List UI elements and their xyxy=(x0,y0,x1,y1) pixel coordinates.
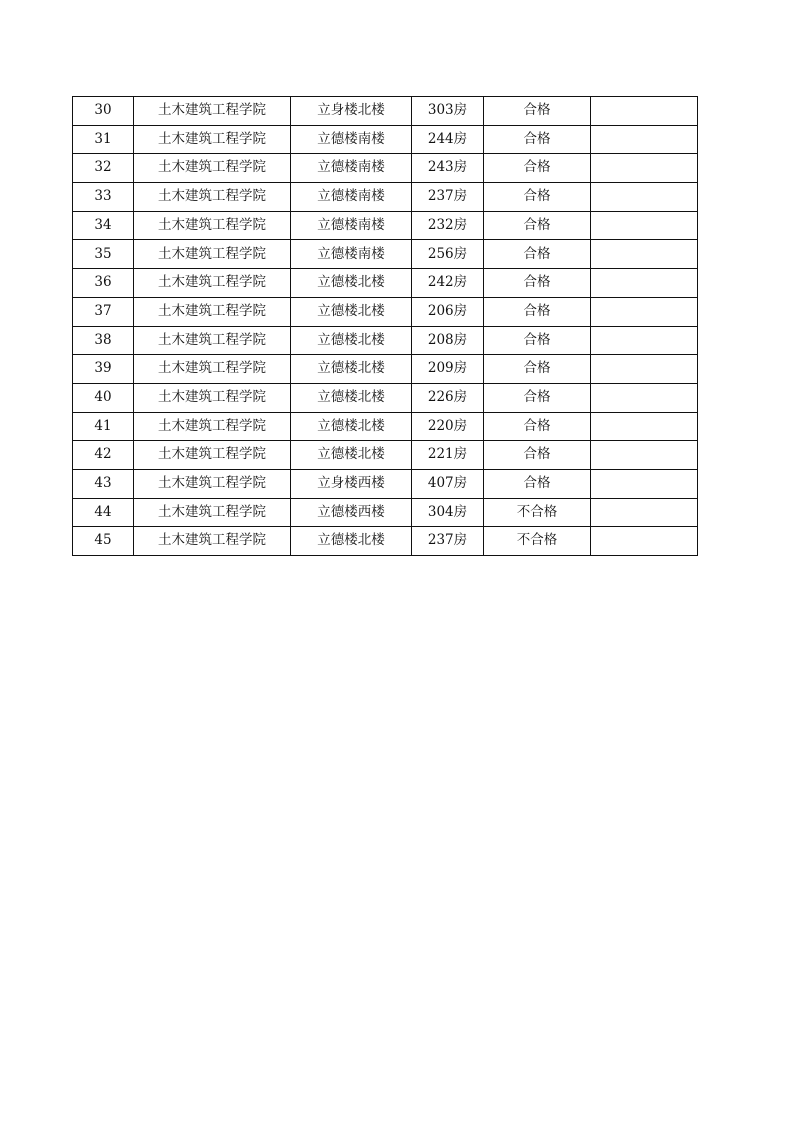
room-cell: 232房 xyxy=(412,211,484,240)
room-cell: 407房 xyxy=(412,469,484,498)
college-cell: 土木建筑工程学院 xyxy=(134,441,291,470)
building-cell: 立德楼北楼 xyxy=(291,527,412,556)
college-cell: 土木建筑工程学院 xyxy=(134,269,291,298)
row-number-cell: 43 xyxy=(73,469,134,498)
table-row xyxy=(73,527,698,556)
table-row xyxy=(73,498,698,527)
row-number-cell: 37 xyxy=(73,297,134,326)
room-cell: 206房 xyxy=(412,297,484,326)
building-cell: 立德楼南楼 xyxy=(291,211,412,240)
room-cell: 244房 xyxy=(412,125,484,154)
row-number-cell: 45 xyxy=(73,527,134,556)
college-cell: 土木建筑工程学院 xyxy=(134,183,291,212)
building-cell: 立德楼南楼 xyxy=(291,240,412,269)
building-cell: 立德楼西楼 xyxy=(291,498,412,527)
row-number-cell: 34 xyxy=(73,211,134,240)
college-cell: 土木建筑工程学院 xyxy=(134,383,291,412)
row-number-cell: 41 xyxy=(73,412,134,441)
remark-cell xyxy=(591,269,698,298)
row-number-cell: 40 xyxy=(73,383,134,412)
table-row xyxy=(73,211,698,240)
table-row xyxy=(73,355,698,384)
remark-cell xyxy=(591,125,698,154)
remark-cell xyxy=(591,527,698,556)
building-cell: 立德楼北楼 xyxy=(291,297,412,326)
result-cell: 合格 xyxy=(484,383,591,412)
table-row xyxy=(73,297,698,326)
room-cell: 242房 xyxy=(412,269,484,298)
room-cell: 243房 xyxy=(412,154,484,183)
college-cell: 土木建筑工程学院 xyxy=(134,211,291,240)
building-cell: 立德楼北楼 xyxy=(291,326,412,355)
result-cell: 合格 xyxy=(484,469,591,498)
room-cell: 209房 xyxy=(412,355,484,384)
table-row xyxy=(73,326,698,355)
room-cell: 221房 xyxy=(412,441,484,470)
building-cell: 立德楼南楼 xyxy=(291,154,412,183)
building-cell: 立身楼北楼 xyxy=(291,97,412,126)
room-cell: 208房 xyxy=(412,326,484,355)
room-cell: 303房 xyxy=(412,97,484,126)
result-cell: 合格 xyxy=(484,211,591,240)
building-cell: 立德楼北楼 xyxy=(291,355,412,384)
building-cell: 立德楼北楼 xyxy=(291,269,412,298)
college-cell: 土木建筑工程学院 xyxy=(134,412,291,441)
result-cell: 合格 xyxy=(484,183,591,212)
table-row xyxy=(73,269,698,298)
building-cell: 立德楼南楼 xyxy=(291,183,412,212)
remark-cell xyxy=(591,97,698,126)
remark-cell xyxy=(591,498,698,527)
room-cell: 256房 xyxy=(412,240,484,269)
building-cell: 立德楼北楼 xyxy=(291,383,412,412)
row-number-cell: 31 xyxy=(73,125,134,154)
building-cell: 立德楼北楼 xyxy=(291,441,412,470)
building-cell: 立德楼南楼 xyxy=(291,125,412,154)
college-cell: 土木建筑工程学院 xyxy=(134,326,291,355)
table-row xyxy=(73,469,698,498)
result-cell: 合格 xyxy=(484,240,591,269)
remark-cell xyxy=(591,469,698,498)
result-cell: 不合格 xyxy=(484,527,591,556)
college-cell: 土木建筑工程学院 xyxy=(134,125,291,154)
college-cell: 土木建筑工程学院 xyxy=(134,240,291,269)
result-cell: 合格 xyxy=(484,269,591,298)
room-cell: 220房 xyxy=(412,412,484,441)
room-cell: 237房 xyxy=(412,183,484,212)
row-number-cell: 30 xyxy=(73,97,134,126)
table-row xyxy=(73,240,698,269)
building-cell: 立德楼北楼 xyxy=(291,412,412,441)
inspection-table xyxy=(72,96,698,556)
result-cell: 不合格 xyxy=(484,498,591,527)
result-cell: 合格 xyxy=(484,97,591,126)
result-cell: 合格 xyxy=(484,297,591,326)
table-row xyxy=(73,383,698,412)
room-cell: 226房 xyxy=(412,383,484,412)
row-number-cell: 38 xyxy=(73,326,134,355)
result-cell: 合格 xyxy=(484,125,591,154)
college-cell: 土木建筑工程学院 xyxy=(134,297,291,326)
result-cell: 合格 xyxy=(484,355,591,384)
building-cell: 立身楼西楼 xyxy=(291,469,412,498)
table-row xyxy=(73,441,698,470)
table-row xyxy=(73,412,698,441)
row-number-cell: 44 xyxy=(73,498,134,527)
row-number-cell: 39 xyxy=(73,355,134,384)
remark-cell xyxy=(591,297,698,326)
table-row xyxy=(73,125,698,154)
table-body xyxy=(73,97,698,556)
remark-cell xyxy=(591,240,698,269)
remark-cell xyxy=(591,441,698,470)
remark-cell xyxy=(591,183,698,212)
college-cell: 土木建筑工程学院 xyxy=(134,469,291,498)
room-cell: 237房 xyxy=(412,527,484,556)
remark-cell xyxy=(591,326,698,355)
row-number-cell: 33 xyxy=(73,183,134,212)
remark-cell xyxy=(591,383,698,412)
college-cell: 土木建筑工程学院 xyxy=(134,97,291,126)
row-number-cell: 32 xyxy=(73,154,134,183)
college-cell: 土木建筑工程学院 xyxy=(134,498,291,527)
room-cell: 304房 xyxy=(412,498,484,527)
remark-cell xyxy=(591,154,698,183)
row-number-cell: 42 xyxy=(73,441,134,470)
college-cell: 土木建筑工程学院 xyxy=(134,527,291,556)
result-cell: 合格 xyxy=(484,154,591,183)
college-cell: 土木建筑工程学院 xyxy=(134,154,291,183)
college-cell: 土木建筑工程学院 xyxy=(134,355,291,384)
table-row xyxy=(73,97,698,126)
table-row xyxy=(73,183,698,212)
row-number-cell: 36 xyxy=(73,269,134,298)
table-row xyxy=(73,154,698,183)
remark-cell xyxy=(591,412,698,441)
result-cell: 合格 xyxy=(484,326,591,355)
remark-cell xyxy=(591,211,698,240)
remark-cell xyxy=(591,355,698,384)
result-cell: 合格 xyxy=(484,441,591,470)
row-number-cell: 35 xyxy=(73,240,134,269)
result-cell: 合格 xyxy=(484,412,591,441)
